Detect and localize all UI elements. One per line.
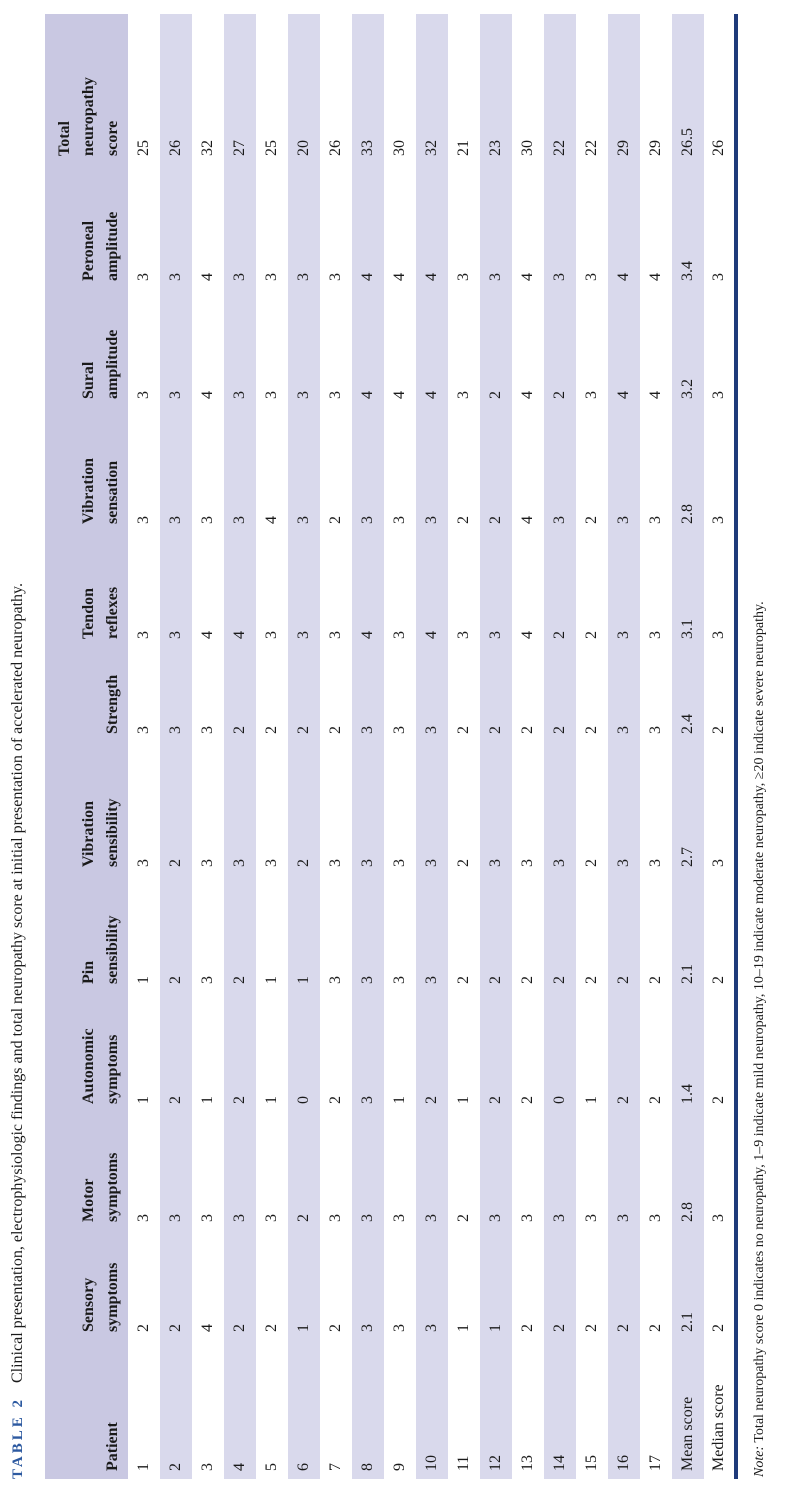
column-header bbox=[45, 531, 128, 646]
table-cell: 3 bbox=[423, 1214, 440, 1222]
table-cell: 3 bbox=[167, 1214, 184, 1222]
table-cell: 2 bbox=[231, 1096, 248, 1104]
table-cell: 3 bbox=[391, 1324, 408, 1332]
table-cell: 2 bbox=[487, 976, 504, 984]
table-cell: 1 bbox=[583, 1096, 600, 1104]
table-cell: 3 bbox=[199, 976, 216, 984]
column-header-line: Total bbox=[56, 121, 73, 156]
table-cell: 3 bbox=[710, 859, 727, 867]
table-cell: 2 bbox=[647, 976, 664, 984]
column-header bbox=[45, 406, 128, 531]
table-cell: 2 bbox=[647, 1096, 664, 1104]
table-cell: 4 bbox=[391, 391, 408, 399]
table-cell: 4 bbox=[519, 631, 536, 639]
row-label: 4 bbox=[231, 1463, 248, 1471]
table-cell: 4 bbox=[647, 391, 664, 399]
table-cell: 2 bbox=[519, 726, 536, 734]
table-cell: 2 bbox=[551, 391, 568, 399]
table-cell: 2 bbox=[455, 976, 472, 984]
table-cell: 30 bbox=[519, 140, 536, 156]
table-cell: 3 bbox=[455, 391, 472, 399]
table-cell: 2.1 bbox=[679, 1312, 696, 1332]
table-cell: 3 bbox=[391, 1214, 408, 1222]
table-cell: 1 bbox=[263, 976, 280, 984]
table-cell: 2 bbox=[231, 1324, 248, 1332]
table-cell: 3 bbox=[710, 631, 727, 639]
table-cell: 20 bbox=[295, 140, 312, 156]
table-cell: 3 bbox=[647, 1214, 664, 1222]
table-cell: 3 bbox=[423, 976, 440, 984]
table-cell: 1 bbox=[455, 1324, 472, 1332]
row-label: 14 bbox=[551, 1455, 568, 1471]
row-label: 7 bbox=[327, 1463, 344, 1471]
table-cell: 2 bbox=[710, 1096, 727, 1104]
column-header-line: Vibration bbox=[80, 457, 97, 524]
table-cell: 4 bbox=[359, 391, 376, 399]
column-header-line: amplitude bbox=[104, 329, 121, 399]
table-cell: 2.1 bbox=[679, 964, 696, 984]
table-cell: 3 bbox=[710, 391, 727, 399]
table-cell: 2 bbox=[551, 726, 568, 734]
table-cell: 3 bbox=[359, 859, 376, 867]
header-row bbox=[45, 14, 128, 1479]
table-cell: 3 bbox=[710, 516, 727, 524]
table-cell: 3 bbox=[551, 859, 568, 867]
table-cell: 1 bbox=[135, 976, 152, 984]
row-label: 15 bbox=[583, 1455, 600, 1471]
table-cell: 3 bbox=[583, 1214, 600, 1222]
table-row bbox=[256, 14, 288, 1479]
table-cell: 26.5 bbox=[679, 128, 696, 156]
table-row bbox=[160, 14, 192, 1479]
table-cell: 0 bbox=[295, 1096, 312, 1104]
table-cell: 2.7 bbox=[679, 847, 696, 867]
table-cell: 2 bbox=[487, 1096, 504, 1104]
table-cell: 1 bbox=[487, 1324, 504, 1332]
table-cell: 3 bbox=[615, 1214, 632, 1222]
table-cell: 2 bbox=[263, 1324, 280, 1332]
table-cell: 2 bbox=[551, 976, 568, 984]
table-row bbox=[288, 14, 320, 1479]
table-cell: 4 bbox=[423, 391, 440, 399]
table-cell: 3 bbox=[295, 631, 312, 639]
table-cell: 1 bbox=[295, 976, 312, 984]
table-cell: 23 bbox=[487, 140, 504, 156]
table-cell: 2 bbox=[519, 1096, 536, 1104]
column-header-line: Patient bbox=[104, 1422, 121, 1471]
table-cell: 22 bbox=[583, 140, 600, 156]
table-cell: 3 bbox=[615, 631, 632, 639]
table-cell: 4 bbox=[263, 516, 280, 524]
row-label: 13 bbox=[519, 1455, 536, 1471]
table-cell: 3 bbox=[710, 1214, 727, 1222]
table-cell: 2 bbox=[710, 1324, 727, 1332]
table-cell: 1 bbox=[455, 1096, 472, 1104]
table-cell: 3 bbox=[135, 859, 152, 867]
table-cell: 0 bbox=[551, 1096, 568, 1104]
table-cell: 3 bbox=[231, 1214, 248, 1222]
table-cell: 2 bbox=[327, 1096, 344, 1104]
table-cell: 2 bbox=[551, 631, 568, 639]
table-cell: 3 bbox=[423, 516, 440, 524]
table-cell: 3 bbox=[263, 391, 280, 399]
column-header-line: reflexes bbox=[104, 586, 121, 639]
table-cell: 3 bbox=[327, 976, 344, 984]
table-cell: 2 bbox=[487, 391, 504, 399]
table-body bbox=[128, 14, 736, 1479]
table-cell: 3 bbox=[199, 1214, 216, 1222]
table-cell: 3 bbox=[551, 516, 568, 524]
table-cell: 2 bbox=[231, 976, 248, 984]
table-cell: 3 bbox=[327, 391, 344, 399]
table-cell: 4 bbox=[647, 273, 664, 281]
column-header-line: Strength bbox=[104, 674, 121, 734]
footnote-text: Total neuropathy score 0 indicates no neuropathy, 1–9 indicate mild neuropathy, 10–19 indicate moderate neuropathy, ≥20 indicate severe neuropathy. bbox=[752, 601, 767, 1443]
column-header-line: Peroneal bbox=[80, 220, 97, 281]
table-cell: 3 bbox=[327, 631, 344, 639]
table-cell: 25 bbox=[135, 140, 152, 156]
table-cell: 2 bbox=[583, 726, 600, 734]
table-cell: 27 bbox=[231, 140, 248, 156]
table-cell: 2 bbox=[295, 726, 312, 734]
column-header bbox=[45, 991, 128, 1111]
table-cell: 3 bbox=[199, 726, 216, 734]
table-cell: 33 bbox=[359, 140, 376, 156]
table-cell: 3 bbox=[391, 976, 408, 984]
column-header-line: Sensory bbox=[80, 1277, 97, 1332]
table-cell: 3 bbox=[231, 859, 248, 867]
column-header bbox=[45, 874, 128, 991]
table-cell: 3 bbox=[199, 516, 216, 524]
table-cell: 3 bbox=[359, 1324, 376, 1332]
table-cell: 4 bbox=[519, 516, 536, 524]
column-header bbox=[45, 646, 128, 741]
table-row bbox=[704, 14, 736, 1479]
row-label: 2 bbox=[167, 1463, 184, 1471]
table-cell: 2 bbox=[487, 726, 504, 734]
table-cell: 2 bbox=[327, 726, 344, 734]
column-header-line: Motor bbox=[80, 1178, 97, 1222]
table-cell: 4 bbox=[199, 1324, 216, 1332]
table-cell: 1.4 bbox=[679, 1084, 696, 1104]
column-header-line: sensibility bbox=[104, 915, 121, 984]
column-header bbox=[45, 14, 128, 163]
column-header-line: neuropathy bbox=[80, 77, 97, 156]
table-cell: 3 bbox=[327, 273, 344, 281]
table-cell: 2 bbox=[615, 1324, 632, 1332]
column-header-line: Sural bbox=[80, 361, 97, 399]
table-cell: 2 bbox=[583, 516, 600, 524]
table-cell: 4 bbox=[199, 631, 216, 639]
table-cell: 2.4 bbox=[679, 714, 696, 734]
table-cell: 2 bbox=[327, 516, 344, 524]
table-cell: 3 bbox=[167, 516, 184, 524]
column-header bbox=[45, 1111, 128, 1229]
column-header-line: symptoms bbox=[104, 1152, 121, 1222]
table-cell: 2 bbox=[263, 726, 280, 734]
table-cell: 2 bbox=[167, 976, 184, 984]
table-cell: 3 bbox=[359, 1096, 376, 1104]
row-label: 12 bbox=[487, 1455, 504, 1471]
table-cell: 3 bbox=[231, 391, 248, 399]
table-cell: 2 bbox=[135, 1324, 152, 1332]
row-label: 8 bbox=[359, 1463, 376, 1471]
column-header-line: Tendon bbox=[80, 588, 97, 639]
table-number-label: TABLE 2 bbox=[10, 1397, 26, 1479]
table-row bbox=[224, 14, 256, 1479]
table-cell: 3 bbox=[199, 859, 216, 867]
table-cell: 3 bbox=[135, 273, 152, 281]
table-cell: 2 bbox=[487, 516, 504, 524]
column-header bbox=[45, 163, 128, 288]
table-cell: 2.8 bbox=[679, 1202, 696, 1222]
column-header-line: sensation bbox=[104, 460, 121, 524]
table-cell: 3 bbox=[135, 391, 152, 399]
table-cell: 26 bbox=[710, 140, 727, 156]
neuropathy-score-table bbox=[45, 14, 738, 1479]
table-caption bbox=[9, 583, 27, 1479]
table-cell: 3 bbox=[710, 273, 727, 281]
table-cell: 3 bbox=[167, 726, 184, 734]
table-cell: 4 bbox=[423, 631, 440, 639]
table-cell: 2 bbox=[231, 726, 248, 734]
row-label: 10 bbox=[423, 1455, 440, 1471]
table-cell: 3 bbox=[391, 516, 408, 524]
table-row bbox=[352, 14, 384, 1479]
table-cell: 1 bbox=[199, 1096, 216, 1104]
table-cell: 3 bbox=[231, 516, 248, 524]
table-cell: 3.4 bbox=[679, 261, 696, 281]
table-cell: 3 bbox=[135, 631, 152, 639]
row-label: 11 bbox=[455, 1455, 472, 1471]
table-cell: 3 bbox=[327, 1214, 344, 1222]
table-cell: 3 bbox=[135, 516, 152, 524]
table-cell: 3 bbox=[391, 631, 408, 639]
table-cell: 2 bbox=[519, 1324, 536, 1332]
table-row bbox=[384, 14, 416, 1479]
table-row bbox=[576, 14, 608, 1479]
table-row bbox=[608, 14, 640, 1479]
table-cell: 3 bbox=[263, 1214, 280, 1222]
table-row bbox=[128, 14, 160, 1479]
table-cell: 3 bbox=[519, 859, 536, 867]
table-row bbox=[320, 14, 352, 1479]
table-cell: 1 bbox=[135, 1096, 152, 1104]
table-header bbox=[45, 14, 128, 1479]
row-label: 1 bbox=[135, 1463, 152, 1471]
footnote-label: Note: bbox=[752, 1445, 767, 1477]
row-label: 6 bbox=[295, 1463, 312, 1471]
table-cell: 2 bbox=[615, 1096, 632, 1104]
column-header-line: symptoms bbox=[104, 1262, 121, 1332]
table-cell: 2 bbox=[583, 859, 600, 867]
table-cell: 3 bbox=[295, 516, 312, 524]
column-header-line: symptoms bbox=[104, 1034, 121, 1104]
table-cell: 4 bbox=[519, 391, 536, 399]
table-cell: 4 bbox=[615, 391, 632, 399]
table-row bbox=[480, 14, 512, 1479]
column-header-line: Vibration bbox=[80, 800, 97, 867]
table-cell: 25 bbox=[263, 140, 280, 156]
table-cell: 4 bbox=[391, 273, 408, 281]
table-cell: 3 bbox=[647, 726, 664, 734]
table-cell: 29 bbox=[615, 140, 632, 156]
table-cell: 4 bbox=[359, 273, 376, 281]
table-cell: 3 bbox=[647, 859, 664, 867]
table-cell: 3.1 bbox=[679, 619, 696, 639]
table-cell: 26 bbox=[167, 140, 184, 156]
table-cell: 4 bbox=[359, 631, 376, 639]
table-cell: 3 bbox=[327, 859, 344, 867]
column-header bbox=[45, 288, 128, 406]
table-cell: 3 bbox=[615, 726, 632, 734]
table-cell: 3 bbox=[391, 859, 408, 867]
table-cell: 32 bbox=[423, 140, 440, 156]
table-cell: 3 bbox=[359, 976, 376, 984]
column-header bbox=[45, 741, 128, 874]
table-cell: 3 bbox=[135, 726, 152, 734]
table-cell: 3 bbox=[487, 859, 504, 867]
row-label: 9 bbox=[391, 1463, 408, 1471]
table-cell: 3 bbox=[487, 1214, 504, 1222]
column-header-line: Pin bbox=[80, 960, 97, 984]
table-cell: 2.8 bbox=[679, 504, 696, 524]
table-cell: 3 bbox=[295, 273, 312, 281]
table-footnote bbox=[752, 601, 768, 1477]
table-row bbox=[672, 14, 704, 1479]
column-header-line: Autonomic bbox=[80, 1028, 97, 1104]
table-row bbox=[544, 14, 576, 1479]
column-header-line: amplitude bbox=[104, 211, 121, 281]
table-cell: 3 bbox=[359, 516, 376, 524]
table-cell: 2 bbox=[295, 1214, 312, 1222]
table-cell: 2 bbox=[583, 1324, 600, 1332]
row-label: 3 bbox=[199, 1463, 216, 1471]
table-cell: 2 bbox=[647, 1324, 664, 1332]
table-cell: 3 bbox=[615, 516, 632, 524]
table-cell: 3 bbox=[487, 631, 504, 639]
table-cell: 3 bbox=[167, 631, 184, 639]
table-row bbox=[448, 14, 480, 1479]
table-row bbox=[640, 14, 672, 1479]
table-cell: 26 bbox=[327, 140, 344, 156]
table-cell: 2 bbox=[455, 859, 472, 867]
table-cell: 3 bbox=[231, 273, 248, 281]
row-label: Mean score bbox=[679, 1396, 696, 1471]
table-cell: 3 bbox=[359, 1214, 376, 1222]
table-cell: 2 bbox=[583, 631, 600, 639]
table-cell: 2 bbox=[455, 1214, 472, 1222]
table-cell: 3 bbox=[615, 859, 632, 867]
table-cell: 3 bbox=[455, 273, 472, 281]
table-cell: 21 bbox=[455, 140, 472, 156]
table-cell: 4 bbox=[231, 631, 248, 639]
table-cell: 2 bbox=[615, 976, 632, 984]
table-cell: 3 bbox=[135, 1214, 152, 1222]
table-cell: 2 bbox=[710, 726, 727, 734]
row-label: 16 bbox=[615, 1455, 632, 1471]
table-cell: 3 bbox=[551, 273, 568, 281]
row-label: Median score bbox=[710, 1384, 727, 1471]
table-cell: 3.2 bbox=[679, 379, 696, 399]
table-cell: 30 bbox=[391, 140, 408, 156]
table-cell: 1 bbox=[295, 1324, 312, 1332]
table-cell: 2 bbox=[167, 859, 184, 867]
table-cell: 3 bbox=[263, 273, 280, 281]
column-header bbox=[45, 1229, 128, 1339]
table-cell: 3 bbox=[423, 859, 440, 867]
row-label: 5 bbox=[263, 1463, 280, 1471]
column-header bbox=[45, 1339, 128, 1479]
table-cell: 3 bbox=[423, 726, 440, 734]
table-cell: 2 bbox=[167, 1324, 184, 1332]
table-cell: 3 bbox=[455, 631, 472, 639]
table-cell: 4 bbox=[423, 273, 440, 281]
table-cell: 2 bbox=[455, 516, 472, 524]
table-cell: 3 bbox=[647, 516, 664, 524]
table-cell: 2 bbox=[519, 976, 536, 984]
table-cell: 3 bbox=[359, 726, 376, 734]
table-cell: 2 bbox=[167, 1096, 184, 1104]
table-cell: 3 bbox=[519, 1214, 536, 1222]
table-cell: 4 bbox=[519, 273, 536, 281]
table-cell: 3 bbox=[583, 391, 600, 399]
table-cell: 4 bbox=[615, 273, 632, 281]
table-cell: 4 bbox=[199, 391, 216, 399]
table-cell: 3 bbox=[391, 726, 408, 734]
table-cell: 2 bbox=[583, 976, 600, 984]
table-cell: 3 bbox=[263, 631, 280, 639]
table-cell: 1 bbox=[263, 1096, 280, 1104]
table-cell: 3 bbox=[551, 1214, 568, 1222]
table-cell: 3 bbox=[647, 631, 664, 639]
table-cell: 29 bbox=[647, 140, 664, 156]
table-caption-text: Clinical presentation, electrophysiologic findings and total neuropathy score at initial presentation of accelerated neuropathy. bbox=[9, 582, 26, 1383]
table-cell: 4 bbox=[199, 273, 216, 281]
table-cell: 2 bbox=[710, 976, 727, 984]
column-header-line: score bbox=[104, 120, 121, 156]
table-cell: 1 bbox=[391, 1096, 408, 1104]
table-cell: 32 bbox=[199, 140, 216, 156]
table-row bbox=[416, 14, 448, 1479]
table-cell: 3 bbox=[167, 391, 184, 399]
table-cell: 2 bbox=[295, 859, 312, 867]
table-cell: 3 bbox=[263, 859, 280, 867]
table-cell: 2 bbox=[551, 1324, 568, 1332]
table-cell: 3 bbox=[167, 273, 184, 281]
table-row bbox=[192, 14, 224, 1479]
table-cell: 3 bbox=[295, 391, 312, 399]
table-cell: 3 bbox=[487, 273, 504, 281]
table-cell: 3 bbox=[423, 1324, 440, 1332]
column-header-line: sensibility bbox=[104, 798, 121, 867]
table-cell: 2 bbox=[423, 1096, 440, 1104]
table-cell: 3 bbox=[583, 273, 600, 281]
table-cell: 22 bbox=[551, 140, 568, 156]
table-cell: 2 bbox=[455, 726, 472, 734]
table-cell: 2 bbox=[327, 1324, 344, 1332]
row-label: 17 bbox=[647, 1455, 664, 1471]
table-row bbox=[512, 14, 544, 1479]
